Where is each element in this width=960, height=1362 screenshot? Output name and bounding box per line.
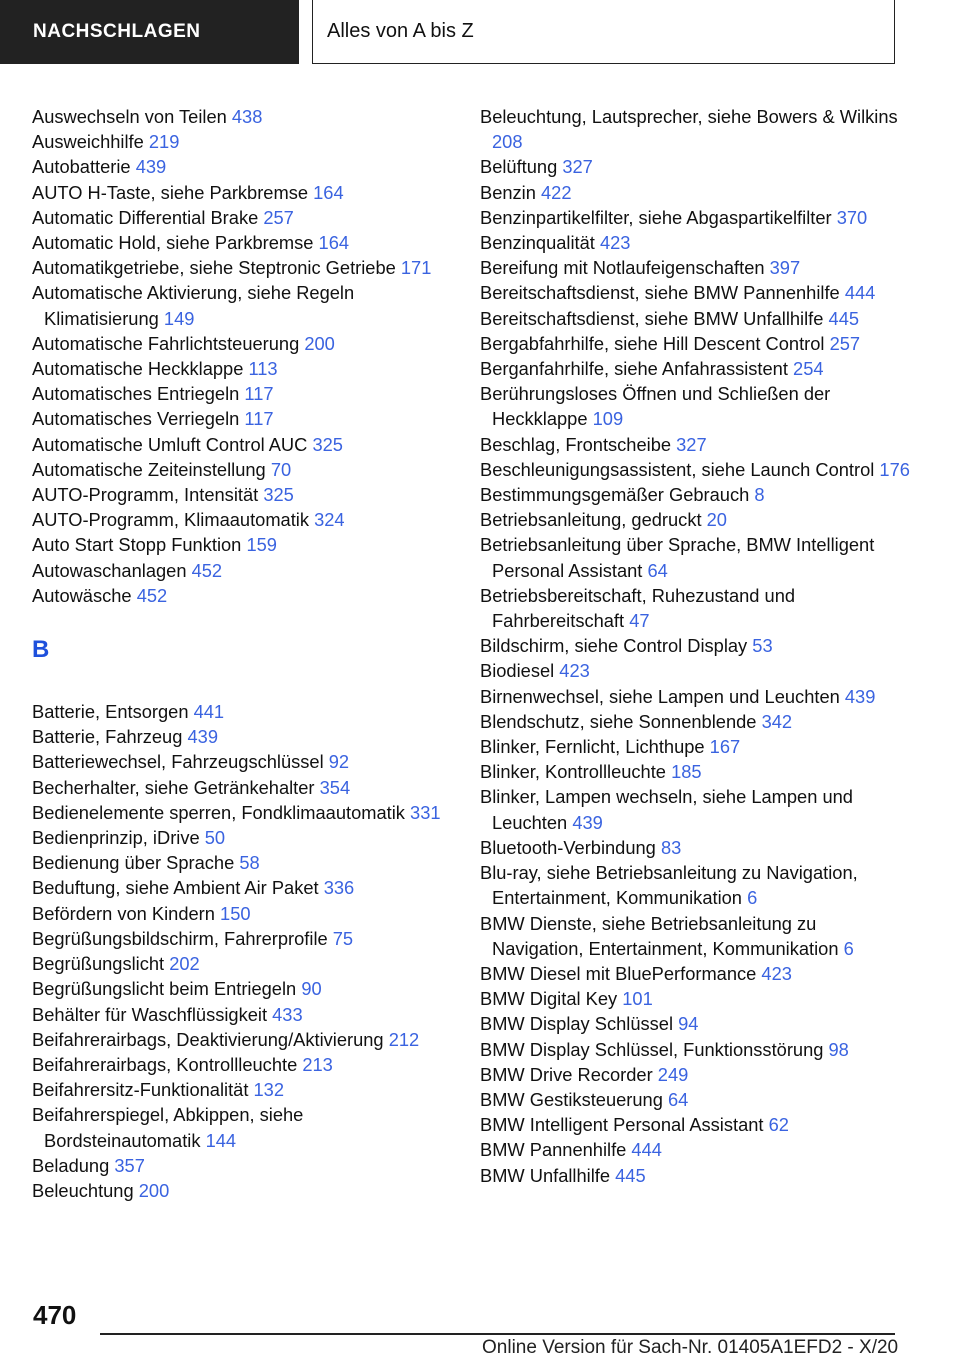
index-entry-page-link[interactable]: 423 (599, 232, 631, 254)
index-entry-page-link[interactable]: 219 (148, 131, 180, 153)
index-entry-text: BMW Unfallhilfe (480, 1164, 611, 1186)
page-number: 470 (33, 1300, 77, 1330)
index-entry-page-link[interactable]: 324 (314, 509, 345, 531)
index-entry (480, 482, 910, 507)
index-entry (480, 860, 910, 910)
index-entry-text: Beifahrerairbags, Deaktivierung/Aktivierung (32, 1028, 384, 1050)
index-entry (32, 129, 452, 154)
index-entry-text: Bestimmungsgemäßer Gebrauch (480, 484, 750, 506)
index-entry-text: Automatic Hold, siehe Parkbremse (32, 232, 314, 254)
index-entry-text: Batterie, Fahrzeug (32, 726, 183, 748)
index-entry-text: Automatische Zeiteinstellung (32, 458, 266, 480)
index-entry (480, 734, 910, 759)
index-entry (480, 1037, 910, 1062)
index-entry-page-link[interactable]: 144 (205, 1129, 237, 1151)
index-entry-page-link[interactable]: 336 (323, 877, 355, 899)
index-entry-text: Auswechseln von Teilen (32, 106, 227, 127)
index-entry-text: Begrüßungslicht beim Entriegeln (32, 978, 297, 1000)
index-entry (480, 507, 910, 532)
index-entry-page-link[interactable]: 62 (768, 1114, 789, 1136)
index-entry-page-link[interactable]: 6 (747, 887, 758, 909)
index-entry (480, 1163, 910, 1188)
index-entry (480, 835, 910, 860)
index-letter-b: B (32, 636, 50, 664)
index-entry-page-link[interactable]: 370 (836, 206, 868, 228)
index-entry (32, 1027, 452, 1052)
index-entry-page-link[interactable]: 257 (829, 332, 861, 354)
index-column-left (32, 104, 452, 1203)
index-entry-text: Berührungsloses Öffnen und Schließen der Heckklappe (480, 383, 831, 430)
index-entry-text: Befördern von Kindern (32, 902, 215, 924)
index-entry-page-link[interactable]: 53 (752, 635, 773, 657)
index-group-b-continued (480, 104, 910, 1188)
index-entry (32, 926, 452, 951)
index-entry-page-link[interactable]: 6 (843, 937, 854, 959)
index-entry-page-link[interactable]: 20 (706, 509, 727, 531)
index-entry (480, 986, 910, 1011)
index-entry-text: Automatisches Verriegeln (32, 408, 240, 430)
index-entry-page-link[interactable]: 249 (657, 1063, 689, 1085)
index-entry-page-link[interactable]: 83 (660, 836, 682, 858)
index-entry-page-link[interactable]: 325 (312, 433, 343, 455)
index-entry (480, 280, 910, 305)
index-entry-page-link[interactable]: 75 (332, 927, 354, 949)
index-entry (32, 775, 452, 800)
chapter-title: Alles von A bis Z (327, 20, 474, 42)
index-entry-page-link[interactable]: 164 (313, 181, 344, 203)
index-entry-page-link[interactable]: 185 (671, 761, 702, 783)
index-entry-page-link[interactable]: 423 (761, 962, 792, 984)
index-entry (480, 911, 910, 961)
index-entry-text: Bildschirm, siehe Control Display (480, 635, 748, 657)
index-entry-text: Auto Start Stopp Funktion (32, 534, 242, 556)
index-entry-page-link[interactable]: 397 (769, 257, 801, 279)
index-entry (480, 154, 910, 179)
index-entry (32, 280, 452, 330)
index-entry (32, 154, 452, 179)
index-entry-text: Blinker, Kontrollleuchte (480, 761, 666, 783)
index-entry-page-link[interactable]: 342 (761, 710, 793, 732)
index-entry-page-link[interactable]: 109 (592, 408, 624, 430)
index-entry (480, 583, 910, 633)
index-entry (32, 104, 452, 129)
index-entry-page-link[interactable]: 212 (388, 1028, 420, 1050)
index-entry-text: Beifahrersitz-Funktionalität (32, 1079, 249, 1101)
index-entry-text: Automatisches Entriegeln (32, 383, 240, 405)
index-entry-page-link[interactable]: 101 (622, 988, 653, 1010)
index-entry-text: BMW Dienste, siehe Betriebsanleitung zu Navigation, Entertainment, Kommunikation (480, 912, 839, 959)
index-entry (480, 356, 910, 381)
index-entry (32, 532, 452, 557)
index-entry-text: Bedienelemente sperren, Fondklimaautomatik (32, 801, 405, 823)
footer-divider (100, 1333, 895, 1335)
index-entry-text: Automatische Heckklappe (32, 358, 244, 380)
index-entry (32, 724, 452, 749)
index-entry-text: Benzin (480, 181, 536, 203)
index-entry (32, 951, 452, 976)
index-entry-text: Beleuchtung, Lautsprecher, siehe Bowers & Wilkins (480, 106, 898, 127)
index-entry-page-link[interactable]: 327 (562, 156, 593, 178)
index-entry-text: Benzinpartikelfilter, siehe Abgaspartikelfilter (480, 206, 832, 228)
page-header (0, 0, 960, 66)
index-entry-page-link[interactable]: 208 (492, 131, 523, 153)
index-entry-page-link[interactable]: 200 (304, 332, 335, 354)
index-entry (480, 457, 910, 482)
index-entry-page-link[interactable]: 439 (844, 685, 876, 707)
index-entry (480, 532, 910, 582)
index-entry-page-link[interactable]: 132 (253, 1079, 285, 1101)
index-entry-page-link[interactable]: 202 (169, 953, 200, 975)
index-entry-page-link[interactable]: 200 (138, 1179, 170, 1201)
index-entry-page-link[interactable]: 445 (615, 1164, 646, 1186)
index-entry (32, 1178, 452, 1203)
index-entry-page-link[interactable]: 422 (541, 181, 572, 203)
index-entry-text: AUTO-Programm, Intensität (32, 484, 259, 506)
index-entry-text: Blinker, Fernlicht, Lichthupe (480, 736, 705, 758)
index-entry-page-link[interactable]: 325 (263, 484, 294, 506)
index-entry (32, 356, 452, 381)
index-entry-text: Beifahrerairbags, Kontrollleuchte (32, 1053, 298, 1075)
index-entry-text: Biodiesel (480, 660, 555, 682)
index-entry-page-link[interactable]: 167 (709, 736, 741, 758)
section-title: NACHSCHLAGEN (33, 21, 201, 42)
footer-online-version: Online Version für Sach-Nr. 01405A1EFD2 - X/20 (482, 1337, 899, 1358)
index-entry-page-link[interactable]: 445 (828, 307, 860, 329)
index-entry-text: Bedienprinzip, iDrive (32, 827, 200, 849)
index-entry-page-link[interactable]: 113 (248, 358, 278, 380)
index-entry (32, 255, 452, 280)
index-entry-text: Behälter für Waschflüssigkeit (32, 1003, 268, 1025)
index-entry-text: Belüftung (480, 156, 558, 178)
index-entry-text: Blendschutz, siehe Sonnenblende (480, 710, 757, 732)
index-entry (32, 875, 452, 900)
index-entry-page-link[interactable]: 70 (270, 458, 292, 480)
index-entry (480, 684, 910, 709)
section-tab (0, 0, 299, 64)
index-entry (32, 406, 452, 431)
index-entry-page-link[interactable]: 423 (559, 660, 590, 682)
index-entry-text: Automatikgetriebe, siehe Steptronic Getriebe (32, 257, 396, 279)
index-entry (32, 1102, 452, 1152)
index-entry (32, 825, 452, 850)
index-entry (480, 104, 910, 154)
index-entry-text: Autowaschanlagen (32, 559, 187, 581)
index-entry-page-link[interactable]: 213 (302, 1053, 333, 1075)
index-group-b (32, 699, 452, 1203)
index-entry-page-link[interactable]: 159 (246, 534, 277, 556)
index-entry (480, 1062, 910, 1087)
chapter-header (312, 0, 895, 64)
index-entry (480, 381, 910, 431)
index-entry-text: BMW Display Schlüssel, Funktionsstörung (480, 1038, 824, 1060)
index-entry-text: Automatische Fahrlichtsteuerung (32, 332, 300, 354)
index-entry-text: Birnenwechsel, siehe Lampen und Leuchten (480, 685, 840, 707)
index-entry-page-link[interactable]: 90 (301, 978, 322, 1000)
index-entry (32, 331, 452, 356)
index-entry (32, 230, 452, 255)
index-entry (32, 1077, 452, 1102)
index-entry-page-link[interactable]: 444 (631, 1139, 662, 1161)
index-entry-text: Beschleunigungsassistent, siehe Launch Control (480, 458, 875, 480)
index-entry (480, 331, 910, 356)
index-entry (480, 1011, 910, 1036)
index-entry-page-link[interactable]: 164 (318, 232, 350, 254)
index-entry-text: Benzinqualität (480, 232, 595, 254)
index-entry-text: Automatische Umluft Control AUC (32, 433, 308, 455)
index-entry-page-link[interactable]: 439 (572, 811, 603, 833)
index-entry-page-link[interactable]: 117 (244, 408, 274, 430)
index-entry-text: Ausweichhilfe (32, 131, 144, 153)
index-entry-page-link[interactable]: 452 (136, 584, 168, 606)
index-entry-text: Automatic Differential Brake (32, 206, 259, 228)
index-entry-text: Beladung (32, 1154, 110, 1176)
index-entry-page-link[interactable]: 94 (678, 1013, 699, 1035)
index-entry-text: BMW Gestiksteuerung (480, 1088, 663, 1110)
index-entry (32, 1052, 452, 1077)
index-entry (32, 1002, 452, 1027)
index-entry-page-link[interactable]: 171 (400, 257, 432, 279)
index-entry-text: Berganfahrhilfe, siehe Anfahrassistent (480, 358, 788, 380)
index-entry-text: Batterie, Entsorgen (32, 701, 189, 723)
index-entry (32, 699, 452, 724)
index-entry (32, 800, 452, 825)
index-entry-text: BMW Display Schlüssel (480, 1013, 674, 1035)
index-entry (32, 432, 452, 457)
index-entry-text: Begrüßungsbildschirm, Fahrerprofile (32, 927, 328, 949)
index-entry-text: Automatische Aktivierung, siehe Regeln Klimatisierung (32, 282, 355, 329)
index-entry (480, 1087, 910, 1112)
index-entry-text: Bereitschaftsdienst, siehe BMW Unfallhilfe (480, 307, 824, 329)
index-entry-text: Beduftung, siehe Ambient Air Paket (32, 877, 319, 899)
index-entry-page-link[interactable]: 331 (410, 801, 441, 823)
index-entry-text: Begrüßungslicht (32, 953, 165, 975)
index-entry-page-link[interactable]: 444 (844, 282, 876, 304)
index-entry-page-link[interactable]: 257 (263, 206, 294, 228)
index-entry (32, 457, 452, 482)
index-column-right (480, 104, 910, 1188)
index-entry (480, 784, 910, 834)
index-entry-page-link[interactable]: 92 (328, 751, 350, 773)
index-entry-text: Bereifung mit Notlaufeigenschaften (480, 257, 765, 279)
index-entry-text: Bedienung über Sprache (32, 852, 235, 874)
index-entry (32, 482, 452, 507)
index-entry-text: Betriebsanleitung, gedruckt (480, 509, 702, 531)
index-entry-page-link[interactable]: 354 (319, 776, 351, 798)
index-entry-page-link[interactable]: 58 (239, 852, 260, 874)
index-entry (480, 759, 910, 784)
index-entry (32, 1153, 452, 1178)
index-entry-text: Autowäsche (32, 584, 132, 606)
index-entry-text: BMW Intelligent Personal Assistant (480, 1114, 764, 1136)
index-entry (32, 850, 452, 875)
index-entry-text: Beleuchtung (32, 1179, 134, 1201)
index-entry (480, 1137, 910, 1162)
index-entry-page-link[interactable]: 8 (754, 484, 765, 506)
index-entry-text: Betriebsanleitung über Sprache, BMW Intelligent Personal Assistant (480, 534, 875, 581)
index-entry-page-link[interactable]: 439 (187, 726, 219, 748)
index-entry-text: Autobatterie (32, 156, 131, 178)
index-entry (32, 901, 452, 926)
index-entry-text: BMW Drive Recorder (480, 1063, 653, 1085)
index-entry (480, 205, 910, 230)
index-entry-text: BMW Pannenhilfe (480, 1139, 627, 1161)
index-entry (32, 507, 452, 532)
index-entry (480, 709, 910, 734)
index-entry-text: Blinker, Lampen wechseln, siehe Lampen und Leuchten (480, 786, 853, 833)
index-entry-page-link[interactable]: 176 (879, 458, 910, 480)
index-entry-page-link[interactable]: 150 (220, 902, 251, 924)
index-entry-text: BMW Digital Key (480, 988, 618, 1010)
index-entry-page-link[interactable]: 47 (629, 610, 650, 632)
index-entry-page-link[interactable]: 452 (191, 559, 223, 581)
index-entry-text: Bluetooth-Verbindung (480, 836, 656, 858)
index-entry (32, 583, 452, 608)
index-entry-text: Beschlag, Frontscheibe (480, 433, 672, 455)
index-entry-page-link[interactable]: 50 (204, 827, 226, 849)
index-entry-page-link[interactable]: 438 (231, 106, 263, 127)
index-entry (32, 180, 452, 205)
index-entry-text: BMW Diesel mit BluePerformance (480, 962, 757, 984)
index-entry-page-link[interactable]: 254 (793, 358, 824, 380)
index-entry-page-link[interactable]: 327 (676, 433, 707, 455)
index-entry (32, 976, 452, 1001)
index-entry (480, 230, 910, 255)
index-entry (32, 558, 452, 583)
index-entry (480, 432, 910, 457)
index-entry-text: Bergabfahrhilfe, siehe Hill Descent Control (480, 332, 825, 354)
index-entry-page-link[interactable]: 149 (163, 307, 195, 329)
index-entry (32, 381, 452, 406)
index-entry (32, 749, 452, 774)
index-entry (480, 961, 910, 986)
index-entry-text: AUTO H-Taste, siehe Parkbremse (32, 181, 309, 203)
index-entry-page-link[interactable]: 117 (244, 383, 274, 405)
index-entry-text: Bereitschaftsdienst, siehe BMW Pannenhilfe (480, 282, 840, 304)
index-entry-page-link[interactable]: 441 (193, 701, 225, 723)
index-entry-text: Batteriewechsel, Fahrzeugschlüssel (32, 751, 324, 773)
index-entry-text: Blu-ray, siehe Betriebsanleitung zu Navigation, Entertainment, Kommunikation (480, 862, 858, 909)
index-entry-page-link[interactable]: 98 (828, 1038, 849, 1060)
index-entry-text: Becherhalter, siehe Getränkehalter (32, 776, 315, 798)
index-entry-page-link[interactable]: 357 (114, 1154, 145, 1176)
index-entry-page-link[interactable]: 439 (135, 156, 167, 178)
index-entry-text: Betriebsbereitschaft, Ruhezustand und Fahrbereitschaft (480, 584, 796, 632)
index-entry (480, 306, 910, 331)
index-entry-text: Beifahrerspiegel, Abkippen, siehe Bordsteinautomatik (32, 1104, 304, 1151)
index-entry-page-link[interactable]: 64 (647, 559, 668, 581)
index-entry (480, 633, 910, 658)
index-entry-page-link[interactable]: 64 (667, 1088, 689, 1110)
index-group-a (32, 104, 452, 608)
index-entry (480, 1112, 910, 1137)
index-entry (480, 180, 910, 205)
index-entry-text: AUTO-Programm, Klimaautomatik (32, 509, 309, 531)
index-entry (480, 255, 910, 280)
index-entry-page-link[interactable]: 433 (272, 1003, 303, 1025)
index-entry (480, 658, 910, 683)
index-entry (32, 205, 452, 230)
